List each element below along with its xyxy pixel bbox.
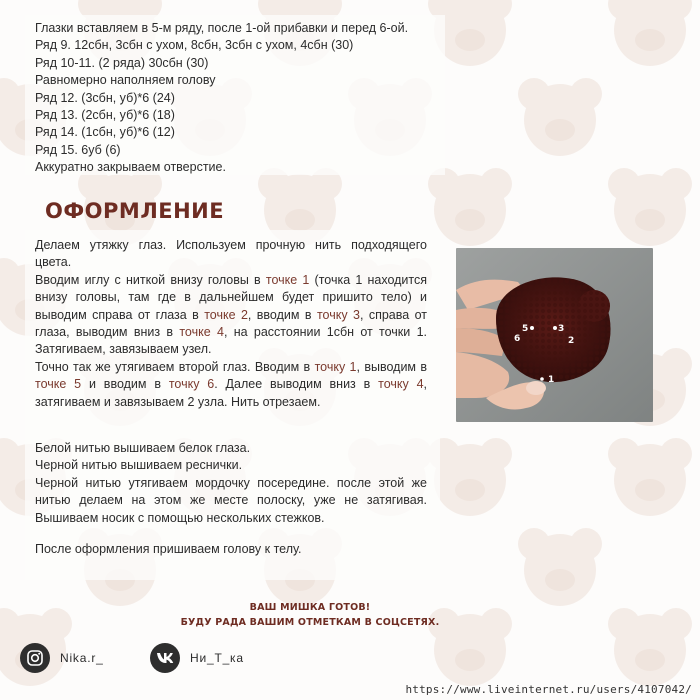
paragraph: Черной нитью вышиваем реснички. bbox=[35, 458, 243, 473]
text: . Далее выводим вниз в bbox=[214, 377, 379, 392]
vk-link[interactable] bbox=[150, 643, 244, 673]
vk-handle: Ни_Т_ка bbox=[190, 651, 244, 665]
eye-tightening-instructions bbox=[35, 237, 427, 411]
marker-1: 1 bbox=[548, 375, 555, 385]
intro-line: Равномерно наполняем голову bbox=[35, 73, 216, 88]
point-link: точке 4 bbox=[179, 325, 224, 340]
text: , вводим в bbox=[247, 307, 317, 322]
paragraph: Черной нитью утягиваем мордочку посередине. после этой же нитью делаем на этом же месте полоску, уже не затягивая. Вышиваем носик с помощью нескольких стежков. bbox=[35, 475, 427, 525]
intro-line: Аккуратно закрываем отверстие. bbox=[35, 160, 226, 175]
marker-3: 3 bbox=[558, 324, 565, 334]
marker-5: 5 bbox=[522, 324, 529, 334]
paragraph bbox=[35, 359, 427, 411]
text: Вводим иглу с ниткой внизу головы в bbox=[35, 272, 266, 287]
marker-6: 6 bbox=[514, 334, 521, 344]
point-link: точке 1 bbox=[265, 272, 310, 287]
text: , затягиваем и завязываем 2 узла. Нить отрезаем. bbox=[35, 377, 428, 409]
intro-line: Ряд 9. 12сбн, 3сбн с ухом, 8сбн, 3сбн с ухом, 4сбн (30) bbox=[35, 38, 354, 53]
bear-head-photo bbox=[456, 248, 653, 422]
closing-line: БУДУ РАДА ВАШИМ ОТМЕТКАМ В СОЦСЕТЯХ. bbox=[180, 617, 440, 628]
intro-line: Ряд 13. (2сбн, уб)*6 (18) bbox=[35, 108, 175, 123]
point-link: точку 6 bbox=[168, 377, 215, 392]
closing-line: ВАШ МИШКА ГОТОВ! bbox=[249, 602, 371, 613]
paragraph: Делаем утяжку глаз. Используем прочную нить подходящего цвета. bbox=[35, 238, 427, 270]
point-link: точке 2 bbox=[204, 307, 248, 322]
closing-message bbox=[160, 600, 460, 630]
text: , на расстоянии 1сбн от точки 1. Затягиваем, завязываем узел. bbox=[35, 325, 427, 357]
point-link: точку 1 bbox=[314, 359, 357, 374]
point-link: точке 5 bbox=[35, 377, 82, 392]
text: и вводим в bbox=[81, 377, 169, 392]
embroidery-instructions bbox=[35, 440, 427, 527]
paragraph bbox=[35, 272, 427, 359]
paragraph: Белой нитью вышиваем белок глаза. bbox=[35, 441, 251, 455]
point-3-dot bbox=[553, 326, 557, 330]
marker-2: 2 bbox=[568, 336, 575, 346]
point-link: точку 3 bbox=[316, 307, 360, 322]
intro-line: Ряд 12. (3сбн, уб)*6 (24) bbox=[35, 90, 175, 105]
intro-line: Ряд 14. (1сбн, уб)*6 (12) bbox=[35, 125, 175, 140]
text: (точка 1 находится внизу головы, там где в дальнейшем будет пришито тело) и выводим справа от глаза в bbox=[35, 272, 428, 322]
intro-line: Ряд 10-11. (2 ряда) 30сбн (30) bbox=[35, 55, 209, 70]
point-link: точку 4 bbox=[378, 377, 424, 392]
intro-line: Ряд 15. 6уб (6) bbox=[35, 142, 121, 157]
pattern-rows-block bbox=[35, 20, 435, 177]
point-1-dot bbox=[540, 377, 544, 381]
vk-icon bbox=[150, 643, 180, 673]
intro-line: Глазки вставляем в 5-м ряду, после 1-ой прибавки и перед 6-ой. bbox=[35, 21, 409, 35]
instagram-icon bbox=[20, 643, 50, 673]
instagram-link[interactable] bbox=[20, 643, 104, 673]
section-heading: ОФОРМЛЕНИЕ bbox=[45, 199, 225, 223]
source-watermark: https://www.liveinternet.ru/users/4107042/ bbox=[405, 683, 692, 696]
text: Точно так же утягиваем второй глаз. Вводим в bbox=[35, 359, 315, 374]
instagram-handle: Nika.r_ bbox=[60, 651, 104, 665]
final-step-text: После оформления пришиваем голову к телу. bbox=[35, 542, 302, 556]
text: , выводим в bbox=[356, 359, 428, 374]
point-5-dot bbox=[530, 326, 534, 330]
text: , справа от глаза, выводим вниз в bbox=[35, 307, 428, 340]
